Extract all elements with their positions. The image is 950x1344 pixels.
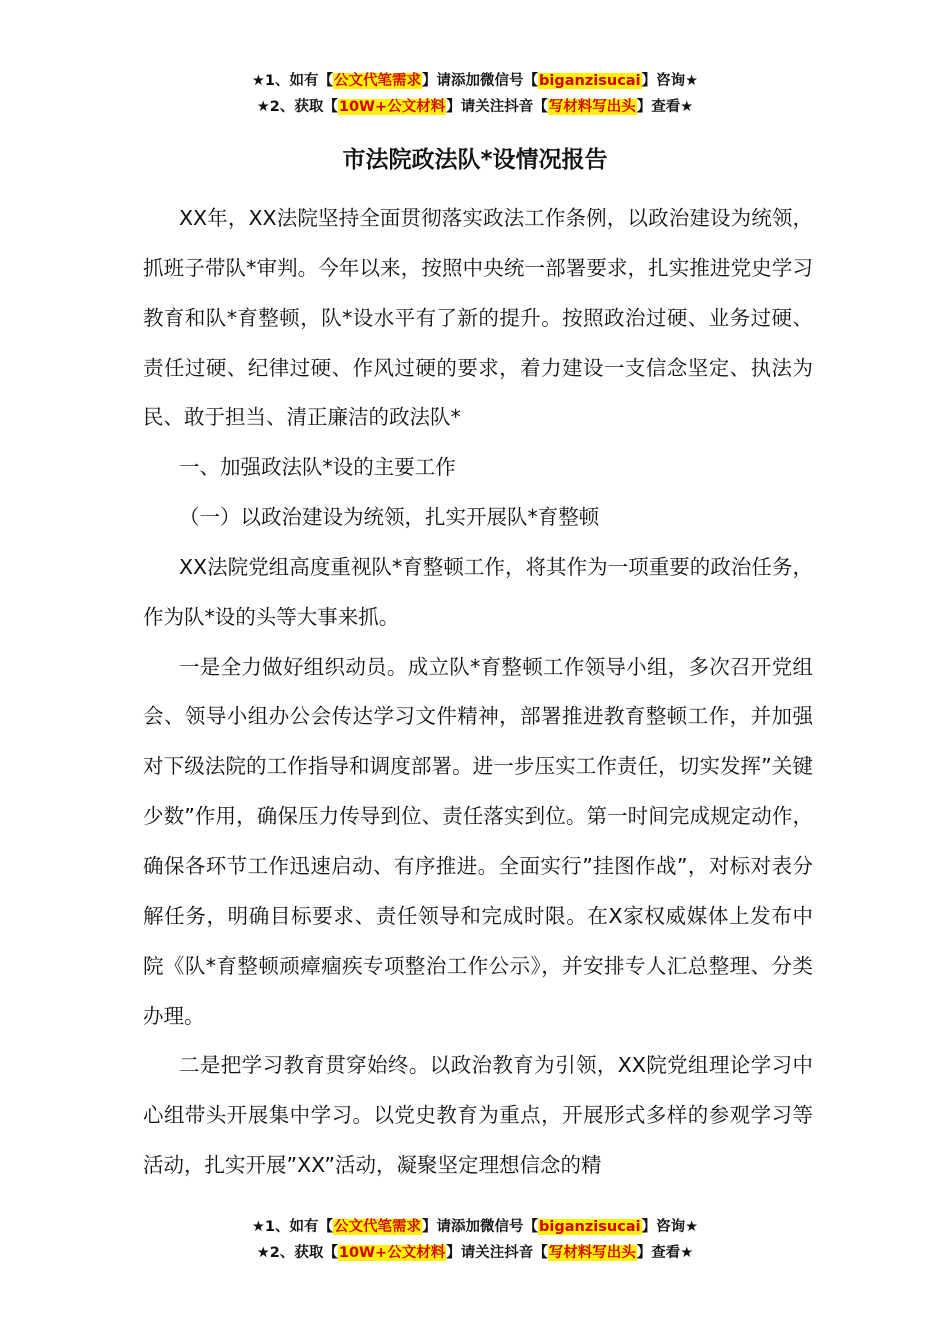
promo-text: 】请关注抖音【 [446,1245,548,1261]
promo-highlight: 10W+公文材料 [338,99,446,115]
promo-text: ★2、获取【 [256,1245,338,1261]
promo-text: 】查看★ [636,99,694,115]
promo-highlight: biganzisucai [539,1219,641,1235]
promo-highlight: 公文代笔需求 [334,1219,422,1235]
paragraph: 二是把学习教育贯穿始终。以政治教育为引领，XX院党组理论学习中心组带头开展集中学习。以党史教育为重点，开展形式多样的参观学习等活动，扎实开展”XX”活动，凝聚坚定理想信念的精 [143,1053,813,1178]
subsection-heading: （一）以政治建设为统领，扎实开展队*育整顿 [179,505,600,530]
paragraph: XX年，XX法院坚持全面贯彻落实政法工作条例，以政治建设为统领，抓班子带队*审判。今年以来，按照中央统一部署要求，扎实推进党史学习教育和队*育整顿，队*设水平有了新的提升。按照政治过硬、业务过硬、责任过硬、纪律过硬、作风过硬的要求，着力建设一支信念坚定、执法为民、敢于担当、清正廉洁的政法队* [143,206,813,430]
promo-text: ★1、如有【 [251,73,334,89]
promo-line-1 [0,68,950,94]
promo-line-2 [0,94,950,120]
paragraph: XX法院党组高度重视队*育整顿工作，将其作为一项重要的政治任务，作为队*设的头等大事来抓。 [143,554,813,629]
document-body [143,194,813,1191]
promo-text: 】咨询★ [641,1219,699,1235]
promo-text: ★1、如有【 [251,1219,334,1235]
section-heading: 一、加强政法队*设的主要工作 [179,455,456,480]
paragraph: 一是全力做好组织动员。成立队*育整顿工作领导小组，多次召开党组会、领导小组办公会传达学习文件精神，部署推进教育整顿工作，并加强对下级法院的工作指导和调度部署。进一步压实工作责任，切实发挥”关键少数”作用，确保压力传导到位、责任落实到位。第一时间完成规定动作，确保各环节工作迅速启动、有序推进。全面实行”挂图作战”，对标对表分解任务，明确目标要求、责任领导和完成时限。在X家权威媒体上发布中院《队*育整顿顽瘴痼疾专项整治工作公示》，并安排专人汇总整理、分类办理。 [143,654,813,1028]
promo-line-2 [0,1240,950,1266]
promo-banner-top [0,68,950,120]
promo-highlight: 公文代笔需求 [334,73,422,89]
promo-highlight: 写材料写出头 [548,99,636,115]
promo-highlight: biganzisucai [539,73,641,89]
document-title: 市法院政法队*设情况报告 [342,147,608,173]
promo-text: 】咨询★ [641,73,699,89]
promo-text: 】请关注抖音【 [446,99,548,115]
promo-text: 】查看★ [636,1245,694,1261]
promo-line-1 [0,1214,950,1240]
promo-text: 】请添加微信号【 [422,73,539,89]
promo-text: 】请添加微信号【 [422,1219,539,1235]
promo-highlight: 10W+公文材料 [338,1245,446,1261]
promo-text: ★2、获取【 [256,99,338,115]
promo-banner-bottom [0,1214,950,1266]
promo-highlight: 写材料写出头 [548,1245,636,1261]
